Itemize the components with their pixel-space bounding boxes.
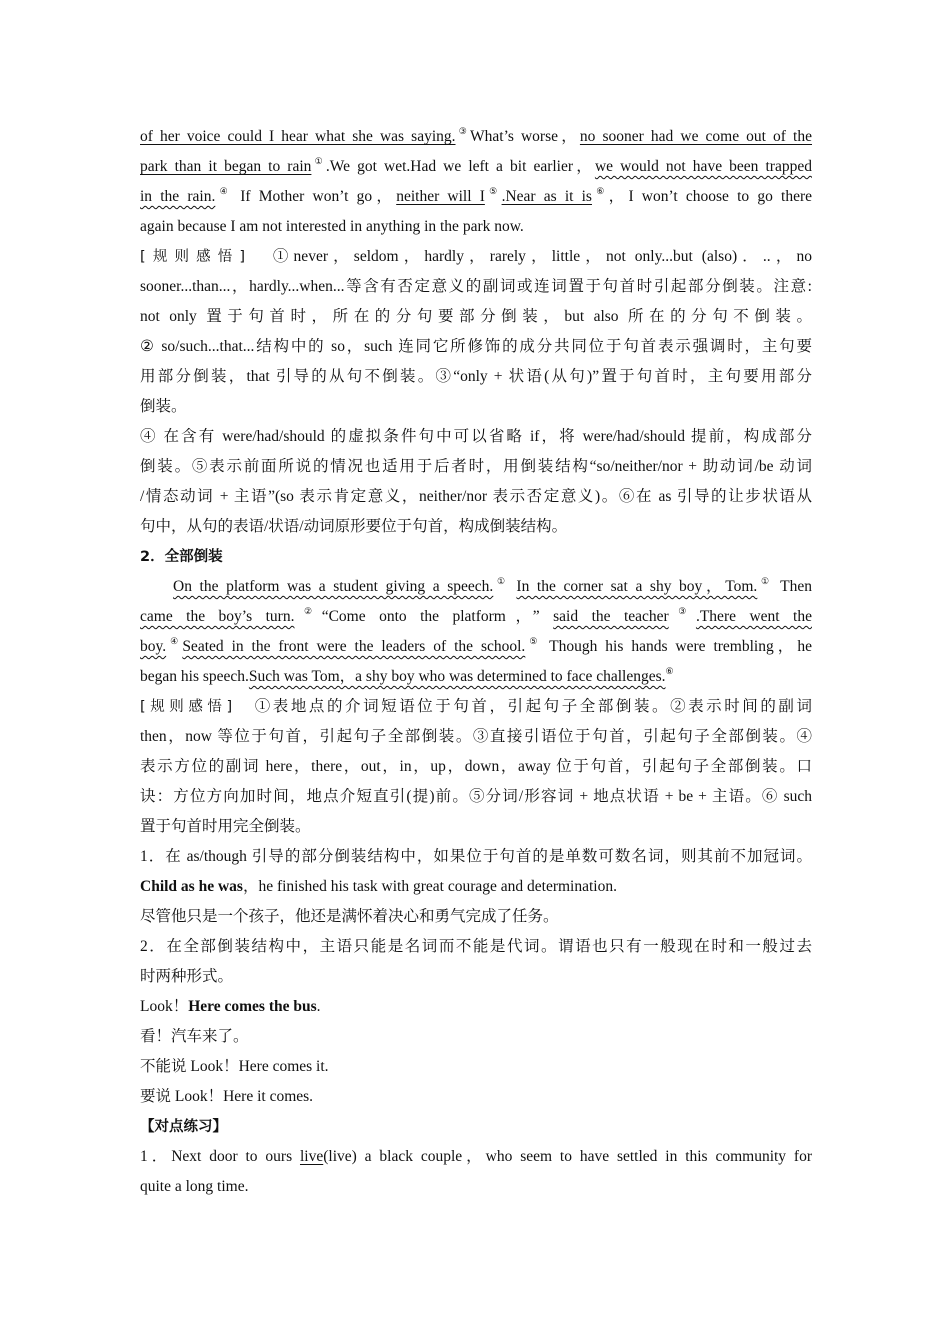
footnote-marker: ①	[311, 156, 326, 166]
text-line	[140, 992, 812, 1022]
footnote-marker: ③	[668, 606, 696, 616]
text-segment: On the platform was a student giving a speech.	[173, 578, 494, 595]
text-line	[140, 632, 812, 662]
text-line	[140, 1172, 812, 1202]
text-line	[140, 242, 812, 272]
text-segment: 2．在全部倒装结构中，主语只能是名词而不能是代词。谓语也只有一般现在时和一般过去	[140, 938, 812, 955]
text-line	[140, 1022, 812, 1052]
text-segment: live	[299, 1148, 324, 1165]
text-segment: Though his hands were trembling，he	[541, 638, 812, 655]
text-segment: 用部分倒装，that 引导的从句不倒装。③“only + 状语(从句)”置于句首时，主句要用部分	[140, 368, 812, 385]
text-segment: 【对点练习】	[140, 1119, 227, 1135]
text-line	[140, 332, 812, 362]
text-line	[140, 812, 812, 842]
text-segment: ④ 在含有 were/had/should 的虚拟条件句中可以省略 if，将 were/had/should 提前，构成部分	[140, 428, 812, 445]
text-line	[140, 842, 812, 872]
text-segment: 2．全部倒装	[140, 549, 223, 565]
text-line	[140, 362, 812, 392]
text-line	[140, 422, 812, 452]
text-segment: 诀：方位方向加时间，地点介短直引(提)前。⑤分词/形容词 + 地点状语 + be + 主语。⑥ such	[140, 788, 812, 805]
text-segment: 倒装。⑤表示前面所说的情况也适用于后者时，用倒装结构“so/neither/nor + 助动词/be 动词	[140, 458, 812, 475]
text-segment: Then	[772, 578, 812, 595]
text-line	[140, 212, 812, 242]
text-line	[140, 542, 812, 572]
text-segment: ② so/such...that...结构中的 so，such 连同它所修饰的成分共同位于句首表示强调时，主句要	[140, 338, 812, 355]
text-segment: 表示方位的副词 here，there，out，in，up，down，away 位于句首，引起句子全部倒装。口	[140, 758, 812, 775]
text-segment: [规则感悟]	[140, 249, 248, 265]
text-line	[140, 722, 812, 752]
footnote-marker: ⑤	[525, 636, 542, 646]
text-segment: said the teacher	[553, 608, 669, 625]
text-segment: ①表地点的介词短语位于句首，引起句子全部倒装。②表示时间的副词	[234, 698, 812, 715]
text-segment: 1．Next door to ours	[140, 1148, 300, 1165]
text-segment: no sooner had we come out of the	[579, 128, 812, 145]
text-line	[140, 152, 812, 182]
footnote-marker: ②	[294, 606, 322, 616]
text-segment: Child as he was	[140, 878, 243, 895]
text-segment: then，now 等位于句首，引起句子全部倒装。③直接引语位于句首，引起句子全部倒装。④	[140, 728, 812, 745]
text-segment: 尽管他只是一个孩子，他还是满怀着决心和勇气完成了任务。	[140, 908, 559, 925]
text-line	[140, 932, 812, 962]
text-segment: In the corner sat a shy boy，Tom.	[516, 578, 758, 595]
footnote-marker: ⑥	[665, 666, 674, 676]
text-segment: not only 置于句首时，所在的分句要部分倒装，but also 所在的分句不倒装。	[140, 308, 812, 325]
text-segment: ①never，seldom，hardly，rarely，little，not only...but (also)．..，no	[247, 248, 812, 265]
text-line	[140, 602, 812, 632]
text-segment: What’s worse，	[470, 128, 580, 145]
text-line	[140, 182, 812, 212]
text-line	[140, 512, 812, 542]
text-segment: 看！汽车来了。	[140, 1028, 249, 1045]
footnote-marker: ①	[757, 576, 773, 586]
text-segment: /情态动词 + 主语”(so 表示肯定意义，neither/nor 表示否定意义)。⑥在 as 引导的让步状语从	[140, 488, 812, 505]
text-segment: in the rain.	[140, 188, 216, 205]
text-segment: sooner...than...，hardly...when...等含有否定意义的副词或连词置于句首时引起部分倒装。注意:	[140, 278, 812, 295]
text-segment: Such was Tom，a shy boy who was determined to face challenges.	[248, 668, 666, 685]
text-segment: 不能说 Look！Here comes it.	[140, 1058, 329, 1075]
text-segment: ，he finished his task with great courage and determination.	[242, 878, 617, 895]
text-segment: Seated in the front were the leaders of the school.	[182, 638, 526, 655]
text-line	[140, 1142, 812, 1172]
footnote-marker: ⑥	[591, 186, 609, 196]
text-segment: .There went the	[695, 608, 812, 625]
text-line	[140, 782, 812, 812]
footnote-marker: ④	[166, 636, 183, 646]
text-line	[140, 272, 812, 302]
document-page	[140, 122, 812, 1202]
text-segment: neither will I	[396, 188, 485, 205]
text-segment: quite a long time.	[140, 1178, 249, 1195]
text-segment: 句中，从句的表语/状语/动词原形要位于句首，构成倒装结构。	[140, 518, 568, 535]
text-segment: Here comes the bus	[188, 998, 317, 1015]
text-line	[140, 902, 812, 932]
text-line	[140, 392, 812, 422]
text-segment: 置于句首时用完全倒装。	[140, 818, 311, 835]
text-line	[140, 452, 812, 482]
text-segment: 时两种形式。	[140, 968, 234, 985]
text-segment: 要说 Look！Here it comes.	[140, 1088, 314, 1105]
text-line	[140, 1052, 812, 1082]
text-line	[140, 122, 812, 152]
text-segment: .Near as it is	[501, 188, 592, 205]
text-line	[140, 1112, 812, 1142]
text-segment: 1．在 as/though 引导的部分倒装结构中，如果位于句首的是单数可数名词，则其前不加冠词。	[140, 848, 812, 865]
text-line	[140, 692, 812, 722]
text-segment: [规则感悟]	[140, 699, 235, 715]
text-line	[140, 482, 812, 512]
text-segment: (live) a black couple，who seem to have settled in this community for	[323, 1148, 812, 1165]
text-segment: .	[316, 998, 321, 1015]
text-line	[140, 662, 812, 692]
footnote-marker: ④	[215, 186, 233, 196]
text-segment: .We got wet.Had we left a bit earlier，	[325, 158, 595, 175]
text-segment: “Come onto the platform，”	[321, 608, 554, 625]
footnote-marker: ①	[493, 576, 509, 586]
text-line	[140, 752, 812, 782]
footnote-marker: ⑤	[484, 186, 502, 196]
footnote-marker: ③	[455, 126, 470, 136]
text-segment: ，I won’t choose to go there	[608, 188, 812, 205]
text-segment: boy.	[140, 638, 167, 655]
text-segment: again because I am not interested in anything in the park now.	[140, 218, 524, 235]
text-segment: came the boy’s turn.	[140, 608, 295, 625]
text-segment: If Mother won’t go，	[232, 188, 397, 205]
text-segment: we would not have been trapped	[594, 158, 812, 175]
text-segment: began his speech.	[140, 668, 249, 685]
text-line	[140, 572, 812, 602]
text-line	[140, 302, 812, 332]
text-line	[140, 872, 812, 902]
text-line	[140, 1082, 812, 1112]
text-segment: Look！	[140, 998, 189, 1015]
text-line	[140, 962, 812, 992]
text-segment: 倒装。	[140, 398, 187, 415]
text-segment: of her voice could I hear what she was saying.	[140, 128, 456, 145]
text-segment: park than it began to rain	[140, 158, 312, 175]
